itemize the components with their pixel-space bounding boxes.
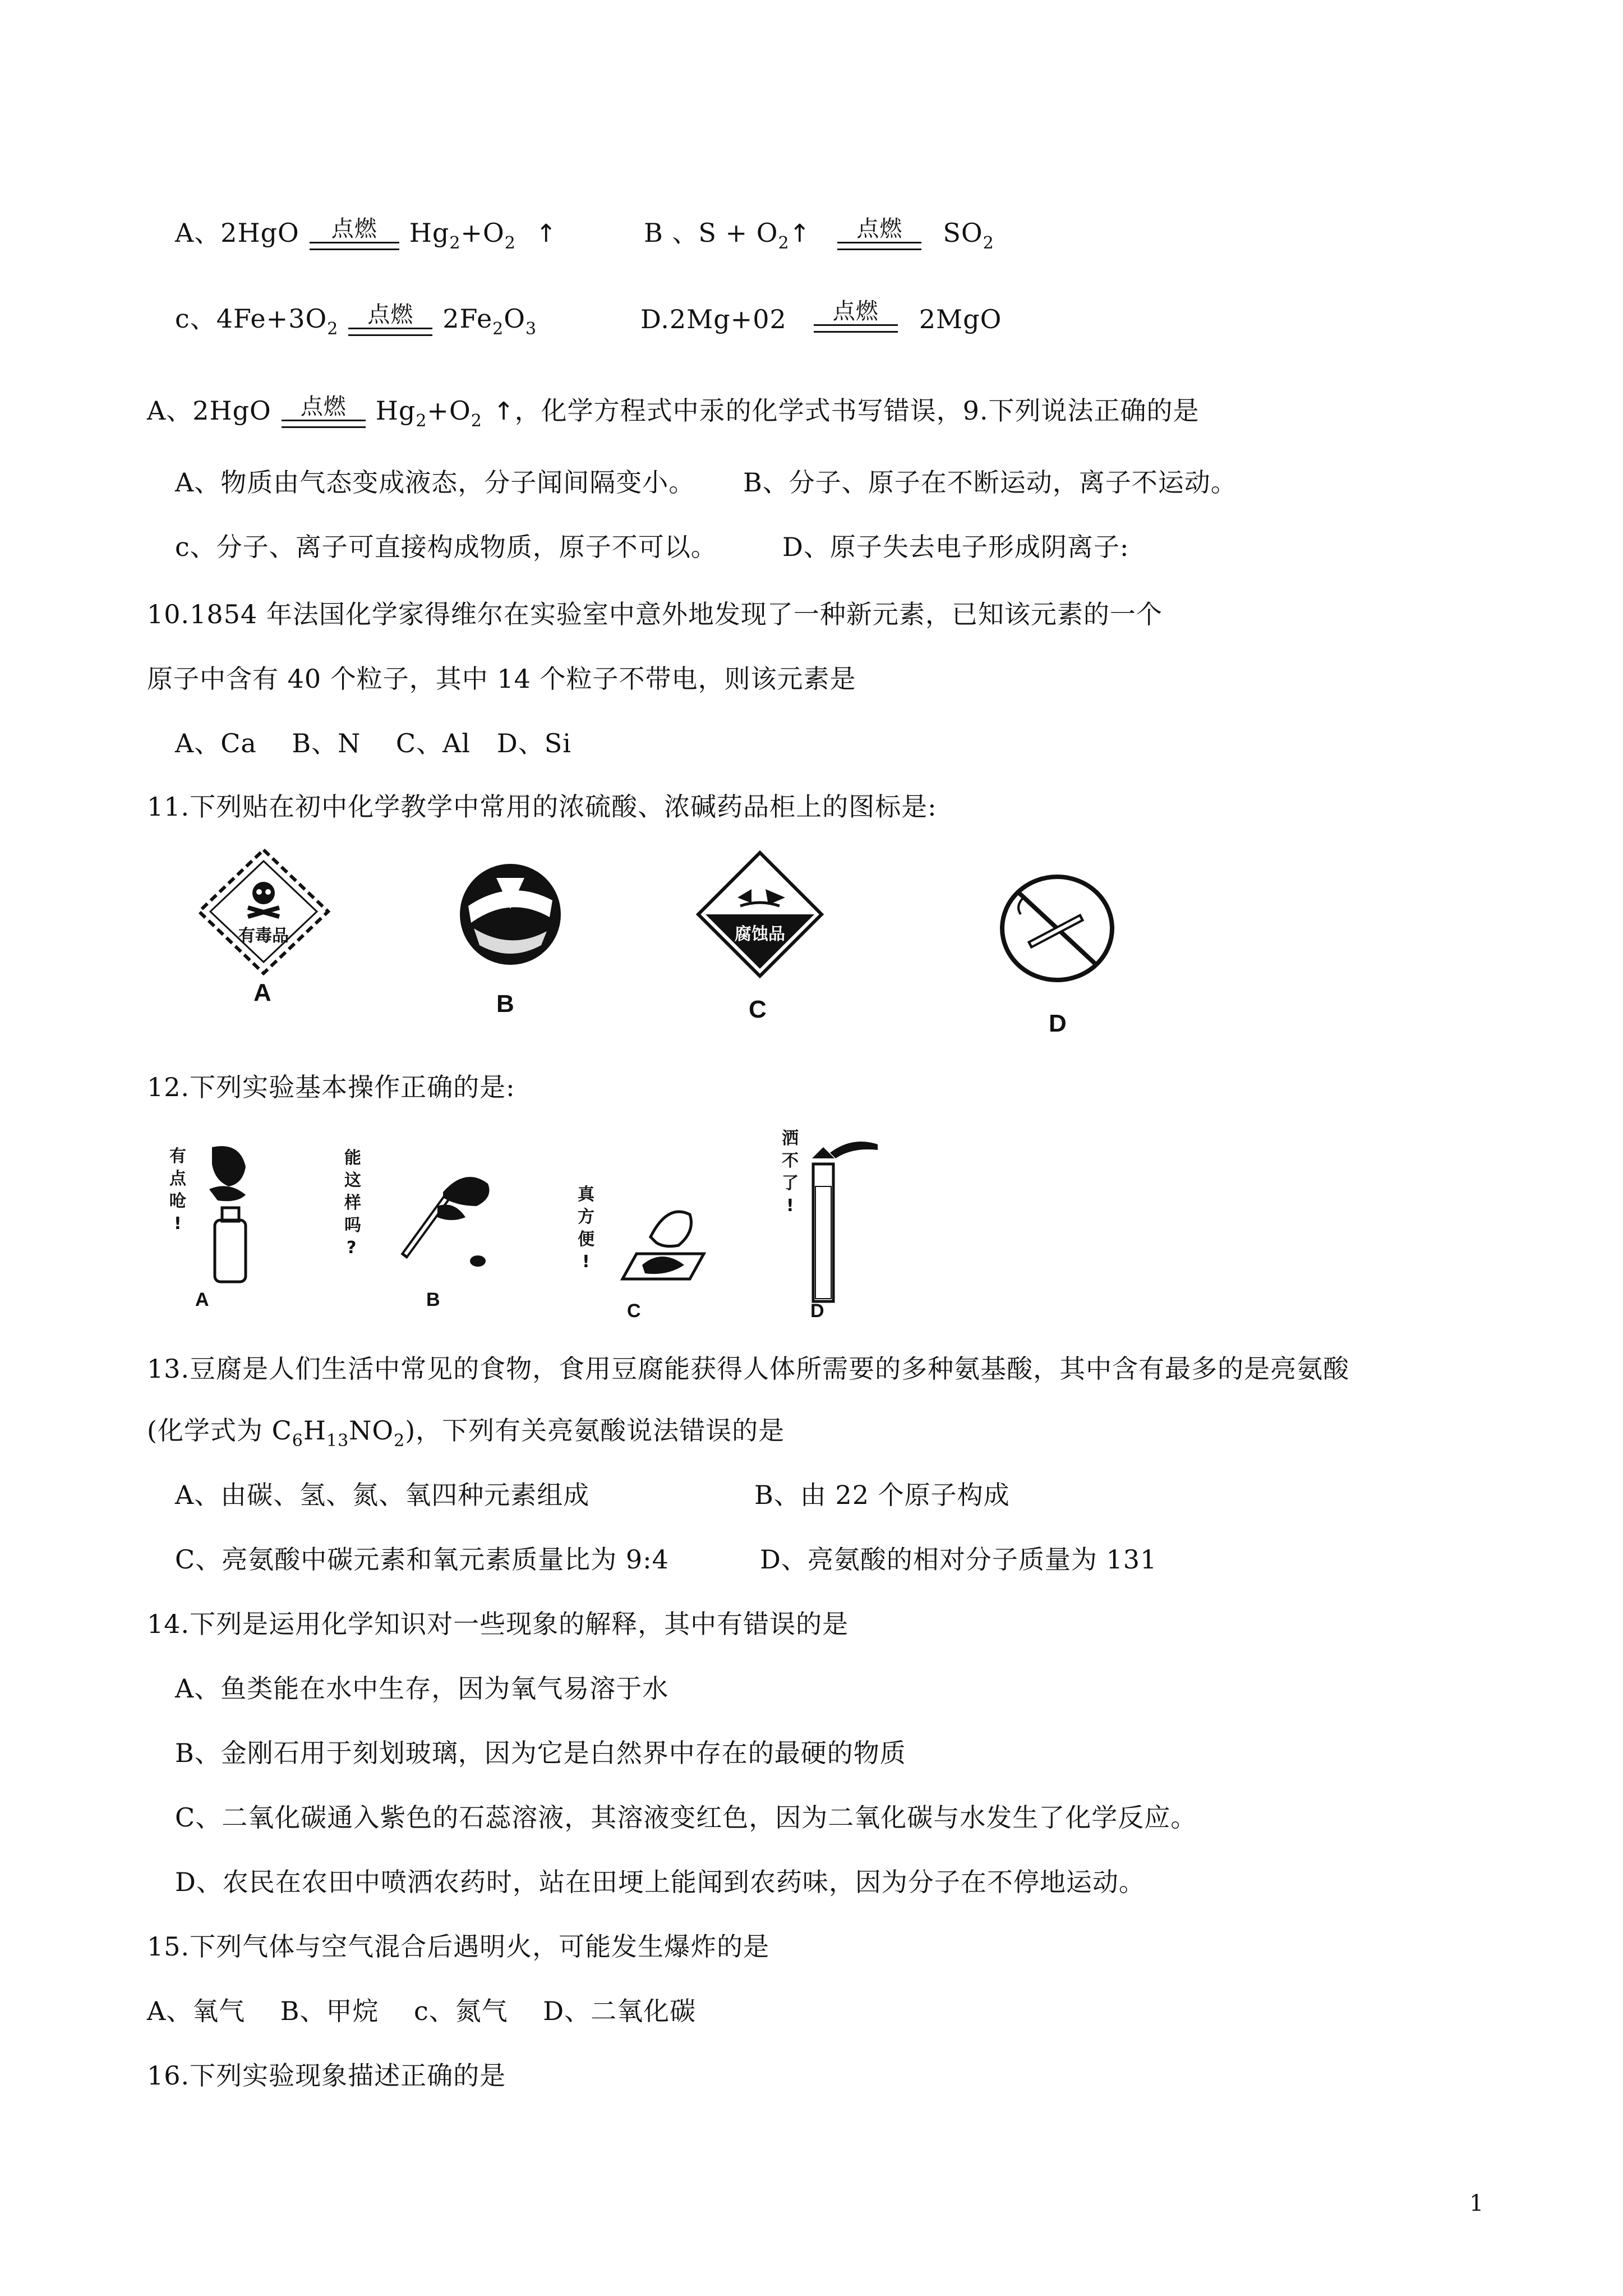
- product-rest: +O: [427, 395, 471, 426]
- option-c-prefix: c、4Fe+3O: [175, 303, 328, 334]
- subscript: 2: [449, 233, 461, 253]
- subscript: 2: [416, 411, 427, 431]
- alcohol-lamp-icon: [780, 1125, 892, 1310]
- reaction-condition: [282, 394, 366, 428]
- no-smoking-icon: [998, 872, 1116, 984]
- svg-text:能: 能: [344, 1148, 361, 1168]
- q15-options: A、氧气 B、甲烷 c、氮气 D、二氧化碳: [147, 1996, 697, 2026]
- q9-option-c: c、分子、离子可直接构成物质，原子不可以。: [175, 532, 717, 562]
- product-rest: +O: [460, 218, 505, 248]
- experiment-c-figure: [572, 1181, 712, 1295]
- svg-text:点: 点: [169, 1169, 186, 1189]
- q14-stem: 14.下列是运用化学知识对一些现象的解释，其中有错误的是: [147, 1609, 849, 1639]
- corrosive-diamond-icon: [695, 850, 824, 979]
- q14-option-a: A、鱼类能在水中生存，因为氧气易溶于水: [175, 1673, 669, 1704]
- answer-tail: ，化学方程式中汞的化学式书写错误，9.下列说法正确的是: [514, 395, 1200, 426]
- subscript: 2: [327, 319, 339, 339]
- q10-line1: 10.1854 年法国化学家得维尔在实验室中意外地发现了一种新元素，已知该元素的一个: [147, 599, 1163, 629]
- subscript: 6: [292, 1431, 303, 1451]
- figure-label-b: B: [496, 990, 514, 1018]
- double-bar: [814, 324, 898, 333]
- subscript: 2: [492, 319, 504, 339]
- q13-option-b: B、由 22 个原子构成: [754, 1480, 1010, 1510]
- subscript: 3: [525, 319, 537, 339]
- skull-diamond-icon: [196, 847, 331, 976]
- q14-option-b: B、金刚石用于刻划玻璃，因为它是白然界中存在的最硬的物质: [175, 1738, 906, 1768]
- option-b-prefix: B 、S + O: [644, 218, 778, 248]
- figure-label-a: A: [195, 1289, 209, 1310]
- q9-option-a: A、物质由气态变成液态，分子闻间隔变小。: [175, 467, 695, 498]
- option-a-prefix: A、2HgO: [175, 218, 299, 248]
- q10-options: A、Ca B、N C、Al D、Si: [175, 728, 571, 758]
- circle-sign-figure: [457, 861, 564, 970]
- double-bar: [348, 328, 432, 336]
- q13-option-a: A、由碳、氢、氮、氧四种元素组成: [175, 1480, 590, 1510]
- figure-label-a: A: [253, 979, 271, 1006]
- svg-text:腐蚀品: 腐蚀品: [735, 924, 785, 944]
- gas-arrow: ↑: [789, 219, 811, 248]
- corrosive-sign-figure: [695, 850, 824, 981]
- subscript: 2: [983, 233, 994, 253]
- q13-option-c: C、亮氨酸中碳元素和氧元素质量比为 9:4: [175, 1544, 669, 1575]
- test-tube-pouring-icon: [336, 1144, 499, 1279]
- formula-prefix: (化学式为 C: [147, 1415, 292, 1446]
- reaction-condition: [310, 216, 399, 250]
- figure-label-d: D: [1049, 1010, 1067, 1037]
- q8-option-c: [175, 302, 537, 339]
- svg-text:样: 样: [344, 1193, 361, 1213]
- q8-option-a: [175, 216, 557, 254]
- svg-text:呛: 呛: [169, 1191, 186, 1211]
- condition-label: 点燃: [331, 216, 377, 242]
- q9-option-b: B、分子、原子在不断运动，离子不运动。: [743, 467, 1237, 498]
- product-rest: O: [504, 303, 525, 334]
- q8-option-d: [640, 298, 1002, 336]
- svg-text:这: 这: [344, 1171, 361, 1190]
- svg-text:?: ?: [347, 1238, 357, 1258]
- svg-text:吗: 吗: [344, 1216, 361, 1235]
- svg-text:真: 真: [578, 1185, 594, 1204]
- svg-text:洒: 洒: [782, 1129, 799, 1148]
- svg-text:有: 有: [169, 1147, 186, 1166]
- smelling-bottle-icon: [162, 1142, 262, 1287]
- q9-option-d: D、原子失去电子形成阴离子:: [782, 532, 1129, 562]
- q12-stem: 12.下列实验基本操作正确的是:: [147, 1072, 515, 1102]
- hand-weighing-icon: [572, 1181, 712, 1293]
- option-d-prefix: D.2Mg+02: [640, 304, 787, 334]
- q14-option-d: D、农民在农田中喷洒农药时，站在田埂上能闻到农药味，因为分子在不停地运动。: [175, 1867, 1145, 1897]
- experiment-a-figure: [162, 1142, 262, 1290]
- answer-prefix: A、2HgO: [147, 395, 271, 426]
- toxic-sign-figure: [196, 847, 331, 978]
- figure-label-c: C: [627, 1300, 641, 1322]
- double-bar: [310, 242, 399, 250]
- page-number: 1: [1469, 2191, 1484, 2216]
- gas-arrow: ↑: [493, 397, 515, 426]
- product: 2MgO: [919, 304, 1002, 334]
- q8-option-b: [644, 216, 994, 254]
- svg-text:便: 便: [578, 1230, 594, 1249]
- svg-text:!: !: [786, 1196, 794, 1216]
- formula-no: NO: [349, 1415, 394, 1446]
- q14-option-c: C、二氧化碳通入紫色的石蕊溶液，其溶液变红色，因为二氧化碳与水发生了化学反应。: [175, 1802, 1197, 1833]
- svg-text:!: !: [174, 1214, 182, 1234]
- condition-label: 点燃: [367, 302, 414, 328]
- subscript: 2: [471, 411, 482, 431]
- no-smoking-sign-figure: [998, 872, 1116, 987]
- figure-label-c: C: [749, 996, 767, 1023]
- svg-text:方: 方: [578, 1207, 594, 1227]
- product: Hg: [375, 395, 416, 426]
- q10-line2: 原子中含有 40 个粒子，其中 14 个粒子不带电，则该元素是: [147, 664, 856, 694]
- double-bar: [837, 242, 921, 250]
- subscript: 2: [504, 233, 516, 253]
- product: Hg: [409, 218, 450, 248]
- reaction-condition: [348, 302, 432, 336]
- svg-text:有毒品: 有毒品: [238, 926, 289, 946]
- subscript: 2: [394, 1431, 405, 1451]
- formula-h: H: [303, 1415, 326, 1446]
- q13-option-d: D、亮氨酸的相对分子质量为 131: [760, 1544, 1158, 1575]
- circle-hazard-icon: [457, 861, 564, 968]
- product: 2Fe: [442, 303, 493, 334]
- product: SO: [943, 218, 983, 248]
- figure-label-b: B: [426, 1289, 440, 1310]
- figure-label-d: D: [810, 1300, 824, 1322]
- svg-text:!: !: [582, 1252, 590, 1272]
- subscript: 13: [326, 1431, 349, 1451]
- gas-arrow: ↑: [536, 219, 557, 248]
- svg-text:了: 了: [782, 1174, 799, 1193]
- condition-label: 点燃: [300, 394, 347, 420]
- answer-line: [147, 394, 1200, 431]
- svg-text:不: 不: [782, 1151, 799, 1171]
- q11-stem: 11.下列贴在初中化学教学中常用的浓硫酸、浓碱药品柜上的图标是:: [147, 792, 937, 822]
- q15-stem: 15.下列气体与空气混合后遇明火，可能发生爆炸的是: [147, 1931, 770, 1962]
- experiment-d-figure: [780, 1125, 892, 1312]
- experiment-b-figure: [336, 1144, 499, 1281]
- formula-suffix: )，下列有关亮氨酸说法错误的是: [405, 1415, 785, 1446]
- reaction-condition: [837, 216, 921, 250]
- q16-stem: 16.下列实验现象描述正确的是: [147, 2060, 506, 2091]
- q13-line1: 13.豆腐是人们生活中常见的食物，食用豆腐能获得人体所需要的多种氨基酸，其中含有最多的是亮氨酸: [147, 1354, 1350, 1384]
- subscript: 2: [778, 233, 790, 253]
- condition-label: 点燃: [856, 216, 903, 242]
- condition-label: 点燃: [832, 298, 879, 324]
- double-bar: [282, 420, 366, 428]
- reaction-condition: [814, 298, 898, 333]
- q13-line2: [147, 1414, 785, 1451]
